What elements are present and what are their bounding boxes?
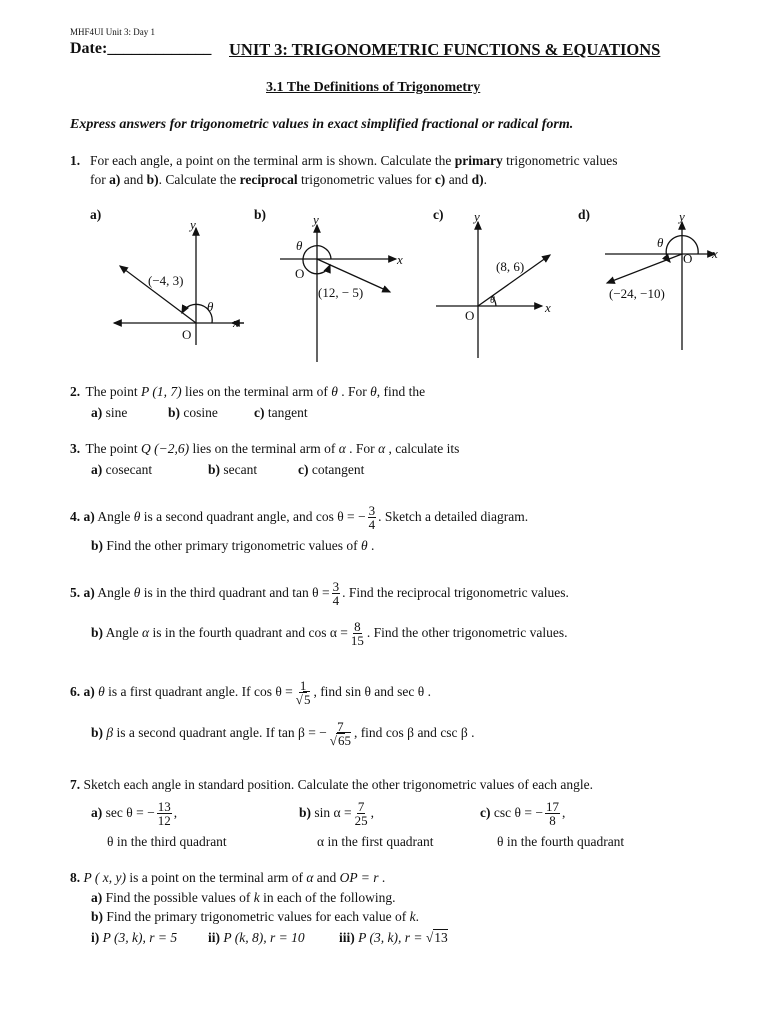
q6-text: and: [414, 725, 441, 740]
q2-text: [86, 384, 426, 399]
q7-part-c-note: θ in the fourth quadrant: [497, 834, 625, 849]
q6-part-a-label: a): [83, 684, 95, 699]
date-blank: _____________: [107, 40, 212, 57]
q7-part-c: c) csc θ = − $\frac{17}{8}$ ,: [480, 799, 566, 829]
q6b-fraction: [329, 720, 352, 747]
diagram-c: [436, 222, 550, 358]
section-title: 3.1 The Definitions of Trigonometry: [266, 80, 481, 95]
q8-text: Find the possible values of: [102, 890, 254, 905]
q5-expr: cos α =: [308, 625, 348, 640]
q1-text-part: trigonometric values for: [297, 172, 435, 187]
diagram-b-origin: O: [295, 266, 305, 281]
q4-text: Find the other primary trigonometric values of: [103, 538, 361, 553]
q1-ref-b: b): [146, 172, 159, 187]
question-6a: [70, 672, 431, 712]
diagram-d-y: y: [679, 209, 685, 224]
q3-part-text: secant: [220, 462, 258, 477]
diagram-c-label: c): [433, 207, 444, 222]
q6-text: , find: [353, 725, 386, 740]
q8-op: OP = r: [339, 870, 379, 885]
q7-part-a: a) sec θ = − $\frac{13}{12}$ ,: [91, 799, 178, 829]
diagram-b-theta: θ: [296, 238, 303, 253]
q8-k: k: [409, 909, 416, 924]
q7c-fraction: [545, 800, 560, 827]
diagram-a-y: y: [190, 217, 196, 232]
q4-text: is a second quadrant angle, and: [140, 509, 316, 524]
instructions: Express answers for trigonometric values in exact simplified fractional or radical form.: [70, 117, 574, 132]
q1-text-part: and: [120, 172, 147, 187]
radicand: 13: [434, 930, 448, 945]
q8-part-label: b): [91, 909, 104, 924]
q6-theta: θ: [98, 684, 105, 699]
q7-part-b: b) sin α = $\frac{7}{25}$ ,: [299, 799, 374, 829]
q8-point: P ( x, y): [83, 870, 126, 885]
q6-text: .: [424, 684, 432, 699]
q8-subpart-label: ii): [208, 930, 220, 945]
q2-text-part: The point: [85, 384, 141, 399]
q7-expr: sec θ = −: [105, 805, 155, 820]
q6-text: .: [467, 725, 475, 740]
q3-point: Q (−2,6): [141, 441, 190, 456]
q6-part-b-label: b): [91, 725, 104, 740]
q4-part-a-label: a): [83, 509, 95, 524]
q6-text: is a second quadrant angle. If: [113, 725, 279, 740]
q7-part-a-note: θ in the third quadrant: [107, 834, 227, 849]
q3-part-c: [298, 462, 364, 478]
q8-text: Find the primary trigonometric values for each value of: [103, 909, 410, 924]
q5-number: 5.: [70, 585, 81, 600]
q5-text: Angle: [103, 625, 143, 640]
q7-text: Sketch each angle in standard position. Calculate the other trigonometric values of each angle.: [83, 777, 593, 792]
fraction-numerator: 3: [332, 579, 340, 595]
q1-ref-c: c): [434, 172, 446, 187]
q2-point: P (1, 7): [141, 384, 182, 399]
q2-text-part: . For: [337, 384, 371, 399]
q3-text-part: lies on the terminal arm of: [189, 441, 339, 456]
diagram-b-x: x: [397, 252, 403, 267]
q8-text: .: [378, 870, 386, 885]
q6-text: sec θ: [397, 684, 425, 699]
q5b-fraction: [350, 620, 365, 647]
q3-parts: [91, 462, 365, 478]
q8-subpart-label: iii): [339, 930, 355, 945]
q6-text: and: [370, 684, 398, 699]
q4-fraction: [368, 504, 377, 531]
q3-text-part: . For: [345, 441, 379, 456]
q3-part-label: c): [298, 462, 309, 477]
fraction-numerator: 13: [157, 799, 171, 815]
q2-part-a: [91, 405, 127, 420]
q3-text-part: The point: [85, 441, 141, 456]
q1-text-part: trigonometric values: [502, 153, 618, 168]
fraction-numerator: 7: [357, 799, 365, 815]
diagram-a-label: a): [90, 207, 102, 222]
q6-number: 6.: [70, 684, 81, 699]
question-5b: [91, 614, 567, 652]
diagram-c-theta: θ: [490, 295, 495, 306]
q3-text-part: , calculate its: [385, 441, 460, 456]
q1-reciprocal: reciprocal: [239, 172, 298, 187]
q8-subparts: [91, 930, 448, 946]
q2-part-text: sine: [102, 405, 128, 420]
question-4b: [91, 538, 374, 554]
q3-part-text: cosecant: [102, 462, 153, 477]
question-5a: [70, 574, 569, 612]
q2-text-part: , find the: [376, 384, 426, 399]
q8-text: and: [313, 870, 340, 885]
course-code: MHF4UI Unit 3: Day 1: [70, 27, 155, 37]
q5-text: . Find the other trigonometric values.: [366, 625, 568, 640]
q6-text: cos β: [385, 725, 415, 740]
fraction-numerator: 17: [545, 799, 559, 815]
fraction-numerator: 8: [354, 619, 361, 635]
q8-subpart-expr: P (3, k), r = 5: [99, 930, 178, 945]
diagram-d-theta: θ: [657, 235, 664, 250]
q7a-fraction: [157, 800, 172, 827]
diagram-c-point: (8, 6): [496, 259, 525, 274]
diagram-b-label: b): [254, 207, 267, 222]
q5-theta: θ: [133, 585, 141, 600]
q6-text: sin θ: [345, 684, 371, 699]
q4-text: . Sketch a detailed diagram.: [378, 509, 529, 524]
date-label: Date:: [70, 40, 108, 57]
diagram-b-point: (12, − 5): [318, 285, 364, 300]
fraction-denominator: √5: [295, 692, 311, 708]
q3-part-text: cotangent: [308, 462, 365, 477]
fraction-numerator: 3: [368, 503, 376, 519]
q2-part-c: [254, 405, 308, 421]
radicand: 65: [337, 733, 351, 749]
q2-number: 2.: [70, 384, 81, 399]
q2-part-label: b): [168, 405, 181, 420]
q2-parts: [91, 405, 308, 421]
q7-part-label: b): [299, 805, 312, 820]
q5-text: is in the third quadrant and: [140, 585, 293, 600]
q5a-fraction: [332, 580, 341, 607]
diagram-a-origin: O: [182, 327, 192, 342]
q7-part-b-note: α in the first quadrant: [317, 834, 434, 849]
q7-expr: sin α =: [314, 805, 352, 820]
q3-number: 3.: [70, 441, 81, 456]
question-3: [70, 441, 459, 457]
q6-text: , find: [313, 684, 346, 699]
q4-expr: cos θ = −: [315, 509, 366, 524]
q6-beta: β: [106, 725, 114, 740]
q2-theta: θ: [370, 384, 377, 399]
diagram-d-point: (−24, −10): [609, 286, 665, 301]
fraction-denominator: 15: [350, 633, 364, 649]
q8-subpart-i: [91, 930, 177, 945]
diagram-d-x: x: [712, 246, 718, 261]
fraction-denominator: 4: [332, 593, 340, 609]
q5-alpha: α: [142, 625, 150, 640]
q2-part-label: a): [91, 405, 103, 420]
q8-part-b: [91, 909, 419, 925]
q1-text-part: For each angle, a point on the terminal arm is shown. Calculate the: [90, 153, 455, 168]
fraction-denominator: 8: [549, 813, 556, 829]
q8-part-a: [91, 890, 395, 906]
q5-expr: tan θ =: [292, 585, 330, 600]
q2-theta: θ: [331, 384, 338, 399]
radicand: 5: [303, 692, 311, 708]
fraction-numerator: 1: [299, 678, 307, 694]
q8-text: in each of the following.: [259, 890, 396, 905]
q4-theta: θ: [360, 538, 368, 553]
q8-text: is a point on the terminal arm of: [125, 870, 307, 885]
fraction-denominator: 12: [157, 813, 171, 829]
q3-text: [86, 441, 460, 456]
question-6b: [91, 713, 475, 753]
question-7: [70, 777, 593, 793]
q8-subpart-label: i): [91, 930, 100, 945]
q7-part-label: a): [91, 805, 103, 820]
q8-number: 8.: [70, 870, 81, 885]
q2-part-b: [168, 405, 218, 421]
diagram-a-x: x: [233, 315, 239, 330]
q7-number: 7.: [70, 777, 81, 792]
q6-expr: tan β = −: [278, 725, 327, 740]
q8-subpart-expr: P (k, 8), r = 10: [220, 930, 305, 945]
q5-text: . Find the reciprocal trigonometric values.: [342, 585, 569, 600]
fraction-numerator: 7: [337, 719, 344, 735]
q4-text: Angle: [94, 509, 134, 524]
diagram-c-x: x: [545, 300, 551, 315]
diagram-d-label: d): [578, 207, 591, 222]
question-2: [70, 384, 425, 400]
q8-subpart-ii: [208, 930, 305, 946]
diagram-c-y: y: [474, 209, 480, 224]
q7-expr: csc θ = −: [493, 805, 543, 820]
q6-expr: cos θ =: [253, 684, 293, 699]
q5-part-b-label: b): [91, 625, 104, 640]
q5-part-a-label: a): [83, 585, 95, 600]
fraction-denominator: 25: [354, 813, 368, 829]
q2-part-label: c): [254, 405, 265, 420]
fraction-denominator: √65: [329, 733, 351, 749]
diagram-a-point: (−4, 3): [148, 273, 184, 288]
question-8: [70, 870, 385, 886]
q8-alpha: α: [306, 870, 314, 885]
q2-text-part: lies on the terminal arm of: [181, 384, 332, 399]
q1-primary: primary: [454, 153, 503, 168]
q7b-fraction: [354, 800, 369, 827]
q3-alpha: α: [338, 441, 346, 456]
angle-diagrams: [0, 0, 770, 380]
q4-text: .: [367, 538, 375, 553]
q1-text-part: .: [483, 172, 487, 187]
q3-part-label: a): [91, 462, 103, 477]
diagram-d-origin: O: [683, 251, 693, 266]
diagram-a-theta: θ: [207, 299, 214, 314]
q6a-fraction: [295, 679, 312, 706]
q4-part-b-label: b): [91, 538, 104, 553]
diagram-c-origin: O: [465, 308, 475, 323]
q5-text: Angle: [94, 585, 134, 600]
unit-title: UNIT 3: TRIGONOMETRIC FUNCTIONS & EQUATIONS: [229, 40, 661, 59]
q1-ref-a: a): [109, 172, 121, 187]
q7-part-label: c): [480, 805, 491, 820]
q3-part-label: b): [208, 462, 221, 477]
q8-k: k: [253, 890, 260, 905]
q8-text: .: [415, 909, 420, 924]
q1-number: 1.: [70, 153, 81, 168]
q2-part-text: tangent: [264, 405, 308, 420]
q1-text-part: . Calculate the: [158, 172, 240, 187]
q4-theta: θ: [133, 509, 141, 524]
q6-text: csc β: [440, 725, 468, 740]
q3-alpha: α: [378, 441, 386, 456]
q3-part-b: [208, 462, 257, 478]
q2-part-text: cosine: [180, 405, 218, 420]
q5-text: is in the fourth quadrant and: [149, 625, 309, 640]
q8-subpart-iii: iii) P (3, k), r = √13: [339, 930, 448, 945]
fraction-denominator: 4: [368, 517, 376, 533]
question-4a: [70, 498, 528, 536]
q1-ref-d: d): [471, 172, 484, 187]
q6-text: is a first quadrant angle. If: [104, 684, 254, 699]
q8-part-label: a): [91, 890, 103, 905]
q1-text-part: and: [445, 172, 472, 187]
q8-subpart-expr: P (3, k), r =: [354, 930, 426, 945]
q3-part-a: [91, 462, 152, 477]
q1-text-part: for: [90, 172, 110, 187]
q4-number: 4.: [70, 509, 81, 524]
diagram-b-y: y: [313, 212, 319, 227]
